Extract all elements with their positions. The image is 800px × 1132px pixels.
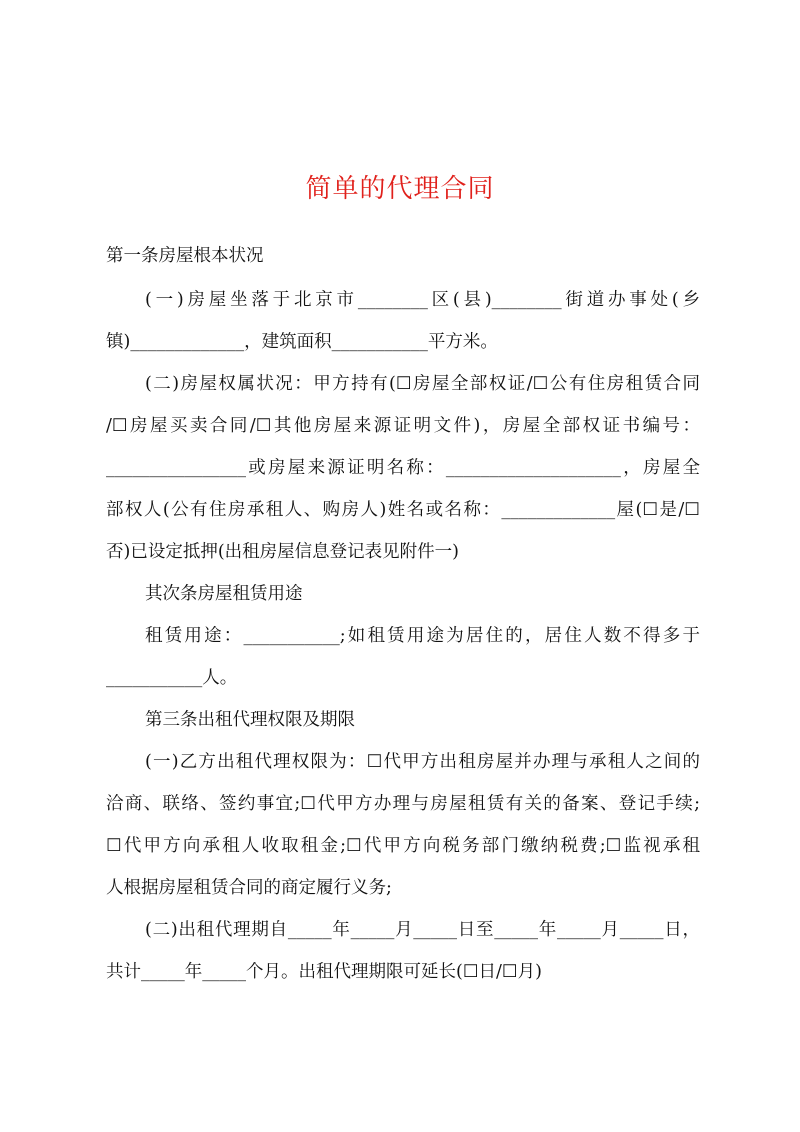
paragraph-line: 人根据房屋租赁合同的商定履行义务;	[106, 878, 392, 898]
paragraph-line: /☐房屋买卖合同/☐其他房屋来源证明文件)，房屋全部权证书编号：	[106, 416, 700, 436]
paragraph-line: 否)已设定抵押(出租房屋信息登记表见附件一)	[106, 542, 459, 562]
paragraph-line: ________________或房屋来源证明名称：____________________，房屋全	[106, 458, 700, 478]
article-3-heading: 第三条出租代理权限及期限	[145, 710, 355, 730]
paragraph-line: (二)房屋权属状况：甲方持有(☐房屋全部权证/☐公有住房租赁合同	[145, 374, 700, 394]
paragraph-line: ☐代甲方向承租人收取租金;☐代甲方向税务部门缴纳税费;☐监视承租	[106, 836, 700, 856]
paragraph-line: (一)乙方出租代理权限为：☐代甲方出租房屋并办理与承租人之间的	[145, 752, 700, 772]
paragraph-line: 部权人(公有住房承租人、购房人)姓名或名称：_____________屋(☐是/☐	[106, 500, 700, 520]
paragraph-line: (二)出租代理期自_____年_____月_____日至_____年_____月_____日，	[145, 920, 700, 940]
article-2-heading: 其次条房屋租赁用途	[145, 584, 303, 604]
paragraph-line: (一)房屋坐落于北京市________区(县)________街道办事处(乡	[145, 290, 700, 310]
paragraph-line: ___________人。	[106, 668, 238, 688]
article-1-heading: 第一条房屋根本状况	[106, 246, 264, 266]
paragraph-line: 镇)_____________，建筑面积___________平方米。	[106, 332, 498, 352]
paragraph-line: 租赁用途：___________;如租赁用途为居住的，居住人数不得多于	[145, 626, 700, 646]
document-title: 简单的代理合同	[305, 174, 495, 204]
paragraph-line: 洽商、联络、签约事宜;☐代甲方办理与房屋租赁有关的备案、登记手续;	[106, 794, 700, 814]
paragraph-line: 共计_____年_____个月。出租代理期限可延长(☐日/☐月)	[106, 962, 542, 982]
